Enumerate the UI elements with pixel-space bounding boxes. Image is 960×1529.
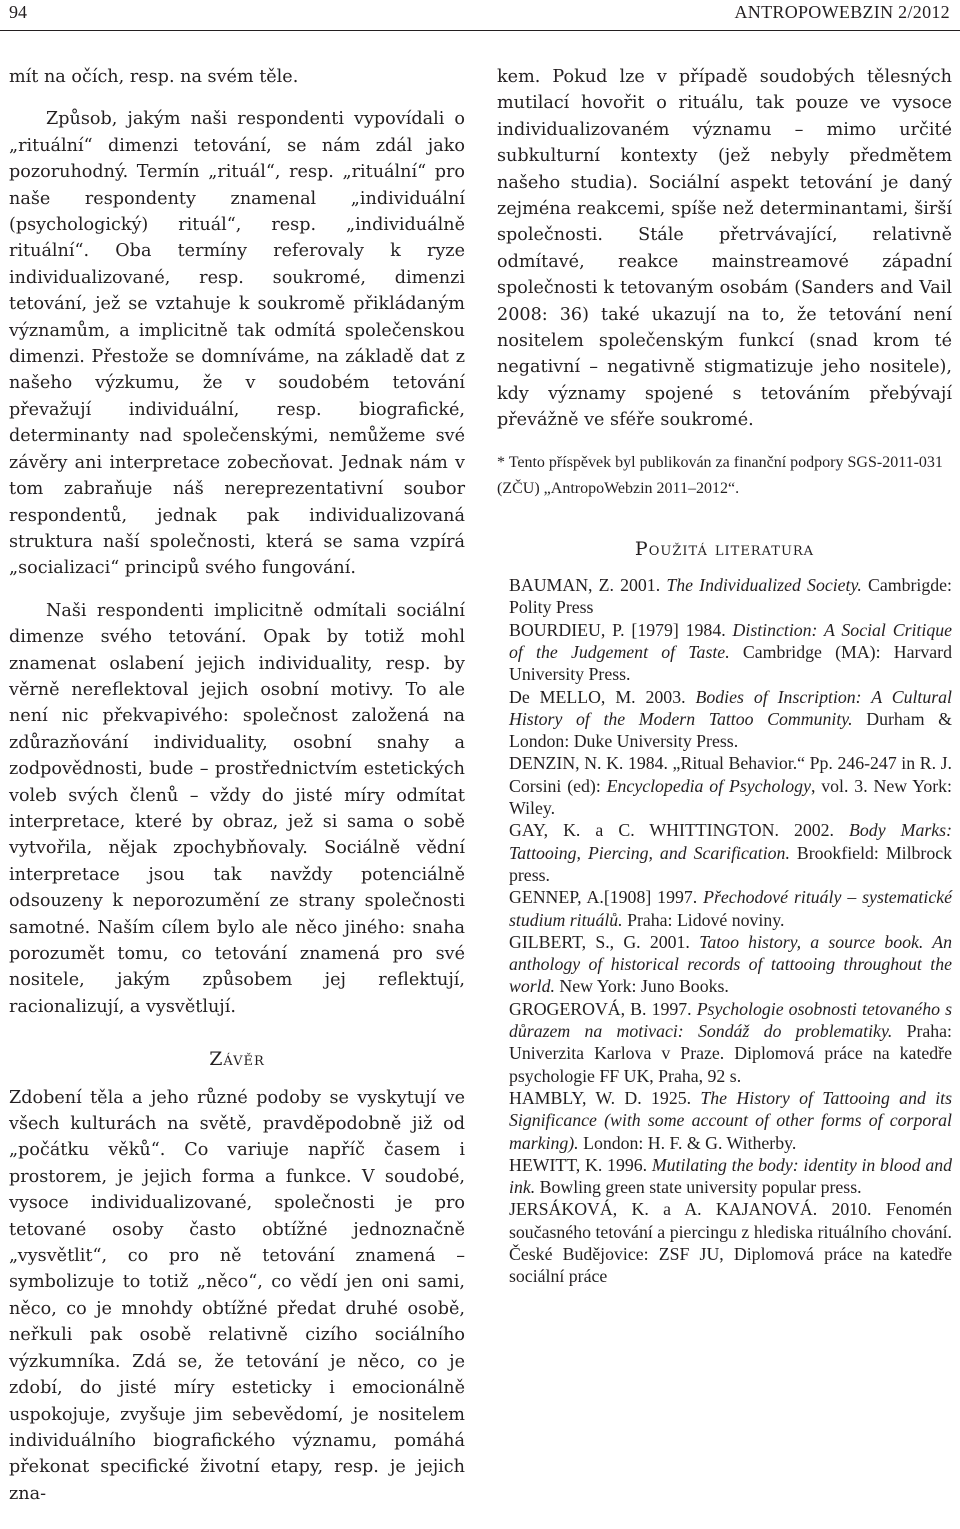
reference-item [509, 886, 952, 931]
reference-title: Mutilating the body: identity in blood and ink. [509, 1154, 952, 1198]
reference-title: Encyclopedia of Psychology [606, 775, 811, 796]
reference-title: Přechodové rituály – systematické studium rituálů. [509, 887, 952, 930]
reference-author: GROGEROVÁ, B. 1997. [509, 998, 697, 1019]
right-column [497, 64, 952, 1288]
reference-publisher: Bowling green state university popular press. [535, 1177, 862, 1198]
reference-author: GENNEP, A.[1908] 1997. [509, 887, 704, 908]
reference-author: DENZIN, N. K. 1984. „Ritual Behavior.“ Pp. 246-247 in R. J. Corsini (ed): [509, 753, 952, 796]
page-number: 94 [9, 2, 27, 22]
reference-publisher: Cambridge (MA): Harvard University Press. [509, 641, 952, 685]
reference-author: BAUMAN, Z. 2001. [509, 575, 667, 596]
left-column [9, 64, 465, 1507]
reference-title: Body Marks: Tattooing, Piercing, and Scarification. [509, 820, 952, 863]
reference-publisher: London: H. F. & G. Witherby. [578, 1132, 797, 1153]
header-rule [0, 30, 960, 31]
paragraph: Způsob, jakým naši respondenti vypovídali o „rituální“ dimenzi tetování, se nám zdál jako pozoruhodný. Termín „rituál“, resp. „rituální“ pro naše respondenty znamenal „individuální (psychologický) rituál“, resp. „individuálně rituální“. Oba termíny referovaly k ryze individualizované, resp. soukromé, dimenzi tetování, jež se vztahuje k soukromě přikládaným významům, a implicitně tak odmítá společenskou dimenzi. Přestože se domníváme, na základě dat z našeho výzkumu, že v soudobém tetování převažují individuální, resp. biografické, determinanty nad společenskými, nemůžeme své závěry ani interpretace zobecňovat. Jednak nám v tom zabraňuje náš nereprezentativní soubor respondentů, jednak pak individualizovaná struktura naší společnosti, která se sama vzpírá „socializaci“ principů svého fungování. [9, 109, 465, 579]
reference-author: GILBERT, S., G. 2001. [509, 931, 700, 952]
reference-item [509, 619, 952, 686]
reference-item [509, 1087, 952, 1154]
paragraph: mít na očích, resp. na svém těle. [9, 67, 299, 87]
reference-publisher: Brookfield: Milbrock press. [509, 842, 952, 885]
reference-publisher: New York: Juno Books. [554, 976, 729, 997]
reference-item [509, 752, 952, 819]
reference-author: HAMBLY, W. D. 1925. [509, 1087, 701, 1108]
reference-list [509, 574, 952, 1288]
reference-item [509, 998, 952, 1087]
footnote: * Tento příspěvek byl publikován za finanční podpory SGS-2011-031 (ZČU) „AntropoWebzin 2011–2012“. [497, 453, 943, 497]
reference-author: JERSÁKOVÁ, K. a A. KAJANOVÁ. 2010. Fenomén současného tetování a piercingu z hlediska rituálního chování. České Budějovice: ZSF JU, Diplomová práce na katedře sociální práce [509, 1199, 952, 1287]
reference-publisher: Cambrigde: Polity Press [509, 575, 952, 618]
reference-item [509, 574, 952, 619]
reference-author: BOURDIEU, P. [1979] 1984. [509, 619, 733, 640]
reference-publisher: Praha: Lidové noviny. [622, 909, 785, 930]
page-header [0, 0, 960, 30]
reference-title: Bodies of Inscription: A Cultural History of the Modern Tattoo Community. [509, 686, 952, 729]
reference-author: HEWITT, K. 1996. [509, 1154, 652, 1175]
reference-publisher: Durham & London: Duke University Press. [509, 708, 952, 752]
reference-item [509, 931, 952, 998]
reference-author: De MELLO, M. 2003. [509, 686, 696, 707]
reference-title: The History of Tattooing and its Significance (with some account of other forms of corporal marking). [509, 1087, 953, 1153]
paragraph: Zdobení těla a jeho různé podoby se vyskytují ve všech kulturách na světě, pravděpodobně již od „počátku věků“. Co variuje napříč časem i prostorem, je jejich forma a funkce. V soudobé, vysoce individualizované, společnosti je pro tetované osoby často obtížné jednoznačně „vysvětlit“, co pro ně tetování znamená – symbolizuje to totiž „něco“, co vědí jen oni sami, něco, co je mnohdy obtížné předat druhé osobě, neřkuli pak osobě relativně cizího sociálního výzkumníka. Zdá se, že tetování je něco, co je zdobí, do jisté míry esteticky i emocionálně uspokojuje, zvyšuje jim sebevědomí, je nositelem individuálního biografického významu, pomáhá překonat specifické životní etapy, resp. je jejich zna- [9, 1087, 465, 1504]
reference-publisher: Praha: Univerzita Karlova v Praze. Diplomová práce na katedře psychologie FF UK, Praha, 92 s. [509, 1021, 952, 1086]
paragraph: Naši respondenti implicitně odmítali sociální dimenze svého tetování. Opak by totiž mohl znamenat oslabení jejich individuality, resp. by věrně nereflektoval jejich osobní motivy. To ale není nic překvapivého: společnost založená na zdůrazňování individuality, osobní snahy a zodpovědnosti, bude – prostřednictvím estetických voleb svých členů – vždy do jisté míry odmítat interpretace, které by obraz, jež si sama o sobě vytvořila, nějak zpochybňovaly. Sociálně vědní interpretace jsou tak navždy potenciálně odsouzeny k neporozumění ze strany společnosti samotné. Naším cílem bylo ale něco jiného: snaha porozumět tomu, co tetování znamená pro své nositele, jakým způsobem jej reflektují, racionalizují, a vysvětlují. [9, 600, 465, 1017]
reference-title: Distinction: A Social Critique of the Judgement of Taste. [509, 619, 952, 662]
reference-item [509, 819, 952, 886]
section-heading-conclusion: Závěr [209, 1048, 265, 1071]
reference-title: The Individualized Society. [666, 575, 862, 596]
reference-item [509, 686, 952, 753]
reference-title: Psychologie osobnosti tetovaného s důrazem na motivaci: Sondáž do problematiky. [509, 998, 952, 1042]
paragraph: kem. Pokud lze v případě soudobých tělesných mutilací hovořit o rituálu, tak pouze ve vysoce individualizovaném významu – mimo určité subkulturní kontexty (jež nebyly předmětem našeho studia). Sociální aspekt tetování je daný zejména reakcemi, spíše než determinantami, širší společnosti. Stále přetrvávající, relativně odmítavé, reakce mainstreamové západní společnosti k tetovaným osobám (Sanders and Vail 2008: 36) také ukazují na to, že tetování není nositelem společenským funkcí (snad krom té negativní – negativně stigmatizuje jeho nositele), kdy významy spojené s tetováním přebývají převážně ve sféře soukromé. [497, 67, 952, 431]
section-heading-references: Použitá literatura [634, 537, 815, 560]
reference-item [509, 1154, 952, 1199]
reference-item [509, 1198, 952, 1287]
reference-title: Tatoo history, a source book. An anthology of historical records of tattooing throughout the world. [509, 931, 953, 997]
journal-title: ANTROPOWEBZIN 2/2012 [734, 2, 950, 22]
reference-publisher: , vol. 3. New York: Wiley. [509, 775, 952, 819]
reference-author: GAY, K. a C. WHITTINGTON. 2002. [509, 820, 850, 841]
